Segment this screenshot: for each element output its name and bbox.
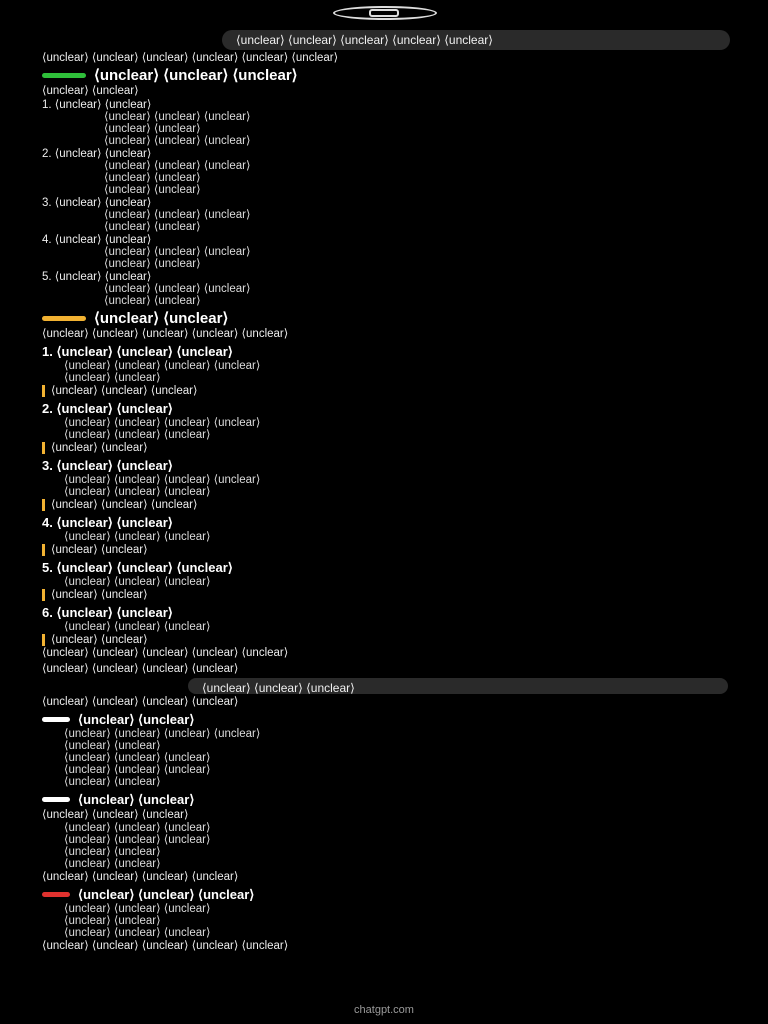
pointing-hand-icon [42,316,86,321]
user-message: ⟨unclear⟩ ⟨unclear⟩ ⟨unclear⟩ ⟨unclear⟩ ⟨unclear⟩ [222,30,730,50]
list-bullet: ⟨unclear⟩ ⟨unclear⟩ ⟨unclear⟩ [104,135,251,147]
drill-line: ⟨unclear⟩ ⟨unclear⟩ ⟨unclear⟩ [64,429,211,441]
list-bullet: ⟨unclear⟩ ⟨unclear⟩ ⟨unclear⟩ [64,822,211,834]
list-bullet: ⟨unclear⟩ ⟨unclear⟩ [104,258,201,270]
list-bullet: ⟨unclear⟩ ⟨unclear⟩ [64,846,161,858]
list-bullet: ⟨unclear⟩ ⟨unclear⟩ ⟨unclear⟩ [104,209,251,221]
assistant-response [42,696,728,956]
drill-list [42,344,728,646]
circle-icon [42,717,70,722]
list-bullet: ⟨unclear⟩ ⟨unclear⟩ ⟨unclear⟩ [64,752,211,764]
list-item: 4. ⟨unclear⟩ ⟨unclear⟩ [42,234,152,246]
drill-line: ⟨unclear⟩ ⟨unclear⟩ ⟨unclear⟩ [64,486,211,498]
bullet-list [42,904,728,939]
drill-title: 2. ⟨unclear⟩ ⟨unclear⟩ [42,401,173,416]
section-intro: ⟨unclear⟩ ⟨unclear⟩ ⟨unclear⟩ ⟨unclear⟩ ⟨unclear⟩ [42,328,289,340]
drill-line: ⟨unclear⟩ ⟨unclear⟩ ⟨unclear⟩ ⟨unclear⟩ [64,360,261,372]
list-item: 3. ⟨unclear⟩ ⟨unclear⟩ [42,197,152,209]
list-bullet: ⟨unclear⟩ ⟨unclear⟩ [104,123,201,135]
drill-title: 5. ⟨unclear⟩ ⟨unclear⟩ ⟨unclear⟩ [42,560,233,575]
list-bullet: ⟨unclear⟩ ⟨unclear⟩ [64,915,161,927]
drill-title: 3. ⟨unclear⟩ ⟨unclear⟩ [42,458,173,473]
green-check-icon [42,73,86,78]
list-bullet: ⟨unclear⟩ ⟨unclear⟩ [104,221,201,233]
warning-icon [42,892,70,897]
drill-line: ⟨unclear⟩ ⟨unclear⟩ ⟨unclear⟩ ⟨unclear⟩ [64,474,261,486]
drill-title: 1. ⟨unclear⟩ ⟨unclear⟩ ⟨unclear⟩ [42,344,233,359]
list-bullet: ⟨unclear⟩ ⟨unclear⟩ ⟨unclear⟩ [64,764,211,776]
list-bullet: ⟨unclear⟩ ⟨unclear⟩ ⟨unclear⟩ [104,246,251,258]
drill-tip: ⟨unclear⟩ ⟨unclear⟩ [42,442,728,454]
drill-title: 6. ⟨unclear⟩ ⟨unclear⟩ [42,605,173,620]
drill-tip: ⟨unclear⟩ ⟨unclear⟩ [42,634,728,646]
list-bullet: ⟨unclear⟩ ⟨unclear⟩ ⟨unclear⟩ [64,903,211,915]
circle-icon [42,797,70,802]
tip-line: ⟨unclear⟩ ⟨unclear⟩ ⟨unclear⟩ ⟨unclear⟩ [42,871,239,883]
drill-line: ⟨unclear⟩ ⟨unclear⟩ ⟨unclear⟩ [64,621,211,633]
drill-line: ⟨unclear⟩ ⟨unclear⟩ ⟨unclear⟩ [64,576,211,588]
section-heading: ⟨unclear⟩ ⟨unclear⟩ ⟨unclear⟩ [42,887,728,902]
bullet-list [42,729,728,788]
drill-tip: ⟨unclear⟩ ⟨unclear⟩ [42,544,728,556]
numbered-list [42,99,728,307]
section-heading: ⟨unclear⟩ ⟨unclear⟩ ⟨unclear⟩ [42,68,728,83]
bullet-list [42,823,728,870]
list-bullet: ⟨unclear⟩ ⟨unclear⟩ ⟨unclear⟩ [64,834,211,846]
list-bullet: ⟨unclear⟩ ⟨unclear⟩ ⟨unclear⟩ [64,927,211,939]
list-bullet: ⟨unclear⟩ ⟨unclear⟩ [104,184,201,196]
user-message: ⟨unclear⟩ ⟨unclear⟩ ⟨unclear⟩ [188,678,728,694]
closing-paragraph: ⟨unclear⟩ ⟨unclear⟩ ⟨unclear⟩ ⟨unclear⟩ ⟨unclear⟩ [42,940,289,952]
section-heading: ⟨unclear⟩ ⟨unclear⟩ [42,311,728,326]
footer-site: chatgpt.com [354,1004,414,1016]
drill-line: ⟨unclear⟩ ⟨unclear⟩ ⟨unclear⟩ ⟨unclear⟩ [64,417,261,429]
drill-line: ⟨unclear⟩ ⟨unclear⟩ ⟨unclear⟩ [64,531,211,543]
list-bullet: ⟨unclear⟩ ⟨unclear⟩ ⟨unclear⟩ [104,111,251,123]
list-item: 2. ⟨unclear⟩ ⟨unclear⟩ [42,148,152,160]
drill-title: 4. ⟨unclear⟩ ⟨unclear⟩ [42,515,173,530]
list-bullet: ⟨unclear⟩ ⟨unclear⟩ [104,295,201,307]
list-bullet: ⟨unclear⟩ ⟨unclear⟩ [64,776,161,788]
list-bullet: ⟨unclear⟩ ⟨unclear⟩ ⟨unclear⟩ ⟨unclear⟩ [64,728,261,740]
list-bullet: ⟨unclear⟩ ⟨unclear⟩ ⟨unclear⟩ [104,160,251,172]
assistant-response [42,52,728,685]
section-heading: ⟨unclear⟩ ⟨unclear⟩ [42,712,728,727]
response-intro: ⟨unclear⟩ ⟨unclear⟩ ⟨unclear⟩ ⟨unclear⟩ ⟨unclear⟩ ⟨unclear⟩ [42,52,339,64]
drill-line: ⟨unclear⟩ ⟨unclear⟩ [64,372,161,384]
list-bullet: ⟨unclear⟩ ⟨unclear⟩ [64,858,161,870]
closing-paragraph: ⟨unclear⟩ ⟨unclear⟩ ⟨unclear⟩ ⟨unclear⟩ [42,663,239,675]
drill-tip: ⟨unclear⟩ ⟨unclear⟩ ⟨unclear⟩ [42,385,728,397]
chatgpt-logo-icon [333,6,437,20]
section-intro: ⟨unclear⟩ ⟨unclear⟩ ⟨unclear⟩ [42,809,189,821]
section-subtitle: ⟨unclear⟩ ⟨unclear⟩ [42,85,139,97]
drill-tip: ⟨unclear⟩ ⟨unclear⟩ ⟨unclear⟩ [42,499,728,511]
closing-paragraph: ⟨unclear⟩ ⟨unclear⟩ ⟨unclear⟩ ⟨unclear⟩ ⟨unclear⟩ [42,647,289,659]
list-item: 1. ⟨unclear⟩ ⟨unclear⟩ [42,99,152,111]
list-item: 5. ⟨unclear⟩ ⟨unclear⟩ [42,271,152,283]
list-bullet: ⟨unclear⟩ ⟨unclear⟩ [104,172,201,184]
list-bullet: ⟨unclear⟩ ⟨unclear⟩ [64,740,161,752]
drill-tip: ⟨unclear⟩ ⟨unclear⟩ [42,589,728,601]
section-heading: ⟨unclear⟩ ⟨unclear⟩ [42,792,728,807]
response-intro: ⟨unclear⟩ ⟨unclear⟩ ⟨unclear⟩ ⟨unclear⟩ [42,696,239,708]
list-bullet: ⟨unclear⟩ ⟨unclear⟩ ⟨unclear⟩ [104,283,251,295]
